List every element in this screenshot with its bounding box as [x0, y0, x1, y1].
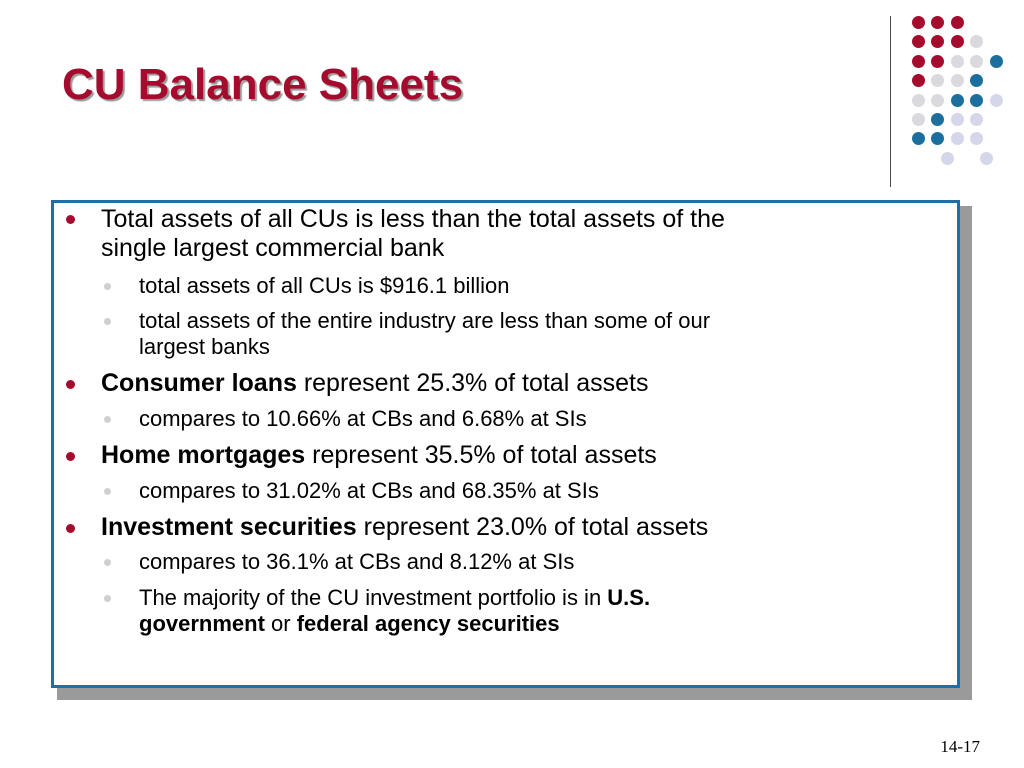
- decorative-dot: [980, 152, 993, 165]
- decorative-dot: [951, 55, 964, 68]
- sub-bullet-icon: [104, 559, 111, 566]
- decorative-dot: [912, 16, 925, 29]
- bullet-line: single largest commercial bank: [101, 234, 445, 262]
- decorative-dot: [951, 74, 964, 87]
- decorative-dot: [970, 35, 983, 48]
- decorative-dot: [941, 152, 954, 165]
- sub-bullet-text: total assets of all CUs is $916.1 billion: [139, 273, 510, 298]
- bullet-text: [101, 441, 657, 470]
- sub-bullet-bold: government: [139, 611, 265, 636]
- sub-bullet-line: total assets of the entire industry are less than some of our: [139, 308, 711, 333]
- decorative-dot: [951, 16, 964, 29]
- decorative-dot: [970, 94, 983, 107]
- sub-bullet-icon: [104, 283, 111, 290]
- decorative-dot: [951, 94, 964, 107]
- decorative-dot: [912, 132, 925, 145]
- decorative-dot: [931, 132, 944, 145]
- decorative-dot: [931, 74, 944, 87]
- decorative-dot: [912, 113, 925, 126]
- decorative-dot: [970, 113, 983, 126]
- bullet-text: [101, 513, 708, 542]
- decorative-dot: [931, 35, 944, 48]
- bullet-rest: represent 25.3% of total assets: [296, 369, 649, 397]
- decorative-dot: [990, 94, 1003, 107]
- bullet-icon: [66, 215, 75, 224]
- bullet-bold-term: Home mortgages: [101, 441, 306, 469]
- sub-bullet-icon: [104, 595, 111, 602]
- sub-bullet-text: compares to 36.1% at CBs and 8.12% at SIs: [139, 549, 575, 574]
- decorative-dot: [931, 55, 944, 68]
- decorative-dot: [970, 55, 983, 68]
- sub-bullet-text: compares to 31.02% at CBs and 68.35% at SIs: [139, 478, 599, 503]
- sub-bullet-bold: U.S.: [607, 585, 651, 610]
- sub-bullet-line: largest banks: [139, 334, 270, 359]
- decorative-dot: [970, 132, 983, 145]
- bullet-icon: [66, 524, 75, 533]
- decorative-dot: [931, 16, 944, 29]
- bullet-text: [101, 205, 725, 263]
- decorative-dot: [951, 113, 964, 126]
- decorative-dot: [951, 132, 964, 145]
- decorative-dot: [912, 35, 925, 48]
- sub-bullet-bold: federal agency securities: [296, 611, 560, 636]
- sub-bullet-plain: The majority of the CU investment portfolio is in: [139, 585, 608, 610]
- sub-bullet-icon: [104, 488, 111, 495]
- divider-line: [890, 16, 891, 187]
- slide-title: CU Balance Sheets: [62, 60, 464, 109]
- decorative-dot: [912, 94, 925, 107]
- bullet-line: Total assets of all CUs is less than the total assets of the: [101, 205, 725, 233]
- bullet-text: [101, 369, 648, 398]
- bullet-rest: represent 23.0% of total assets: [356, 513, 709, 541]
- bullet-bold-term: Investment securities: [101, 513, 357, 541]
- sub-bullet-icon: [104, 318, 111, 325]
- decorative-dot: [931, 94, 944, 107]
- slide-number: 14-17: [940, 737, 980, 756]
- decorative-dot: [912, 55, 925, 68]
- decorative-dot: [990, 55, 1003, 68]
- sub-bullet-text: [139, 308, 710, 360]
- bullet-icon: [66, 452, 75, 461]
- decorative-dot: [970, 74, 983, 87]
- sub-bullet-plain: or: [264, 611, 297, 636]
- bullet-rest: represent 35.5% of total assets: [305, 441, 657, 469]
- sub-bullet-text: compares to 10.66% at CBs and 6.68% at SIs: [139, 406, 587, 431]
- decorative-dot: [912, 74, 925, 87]
- bullet-icon: [66, 380, 75, 389]
- sub-bullet-icon: [104, 416, 111, 423]
- decorative-dot: [951, 35, 964, 48]
- decorative-dot: [931, 113, 944, 126]
- bullet-bold-term: Consumer loans: [101, 369, 297, 397]
- sub-bullet-text: [139, 585, 650, 637]
